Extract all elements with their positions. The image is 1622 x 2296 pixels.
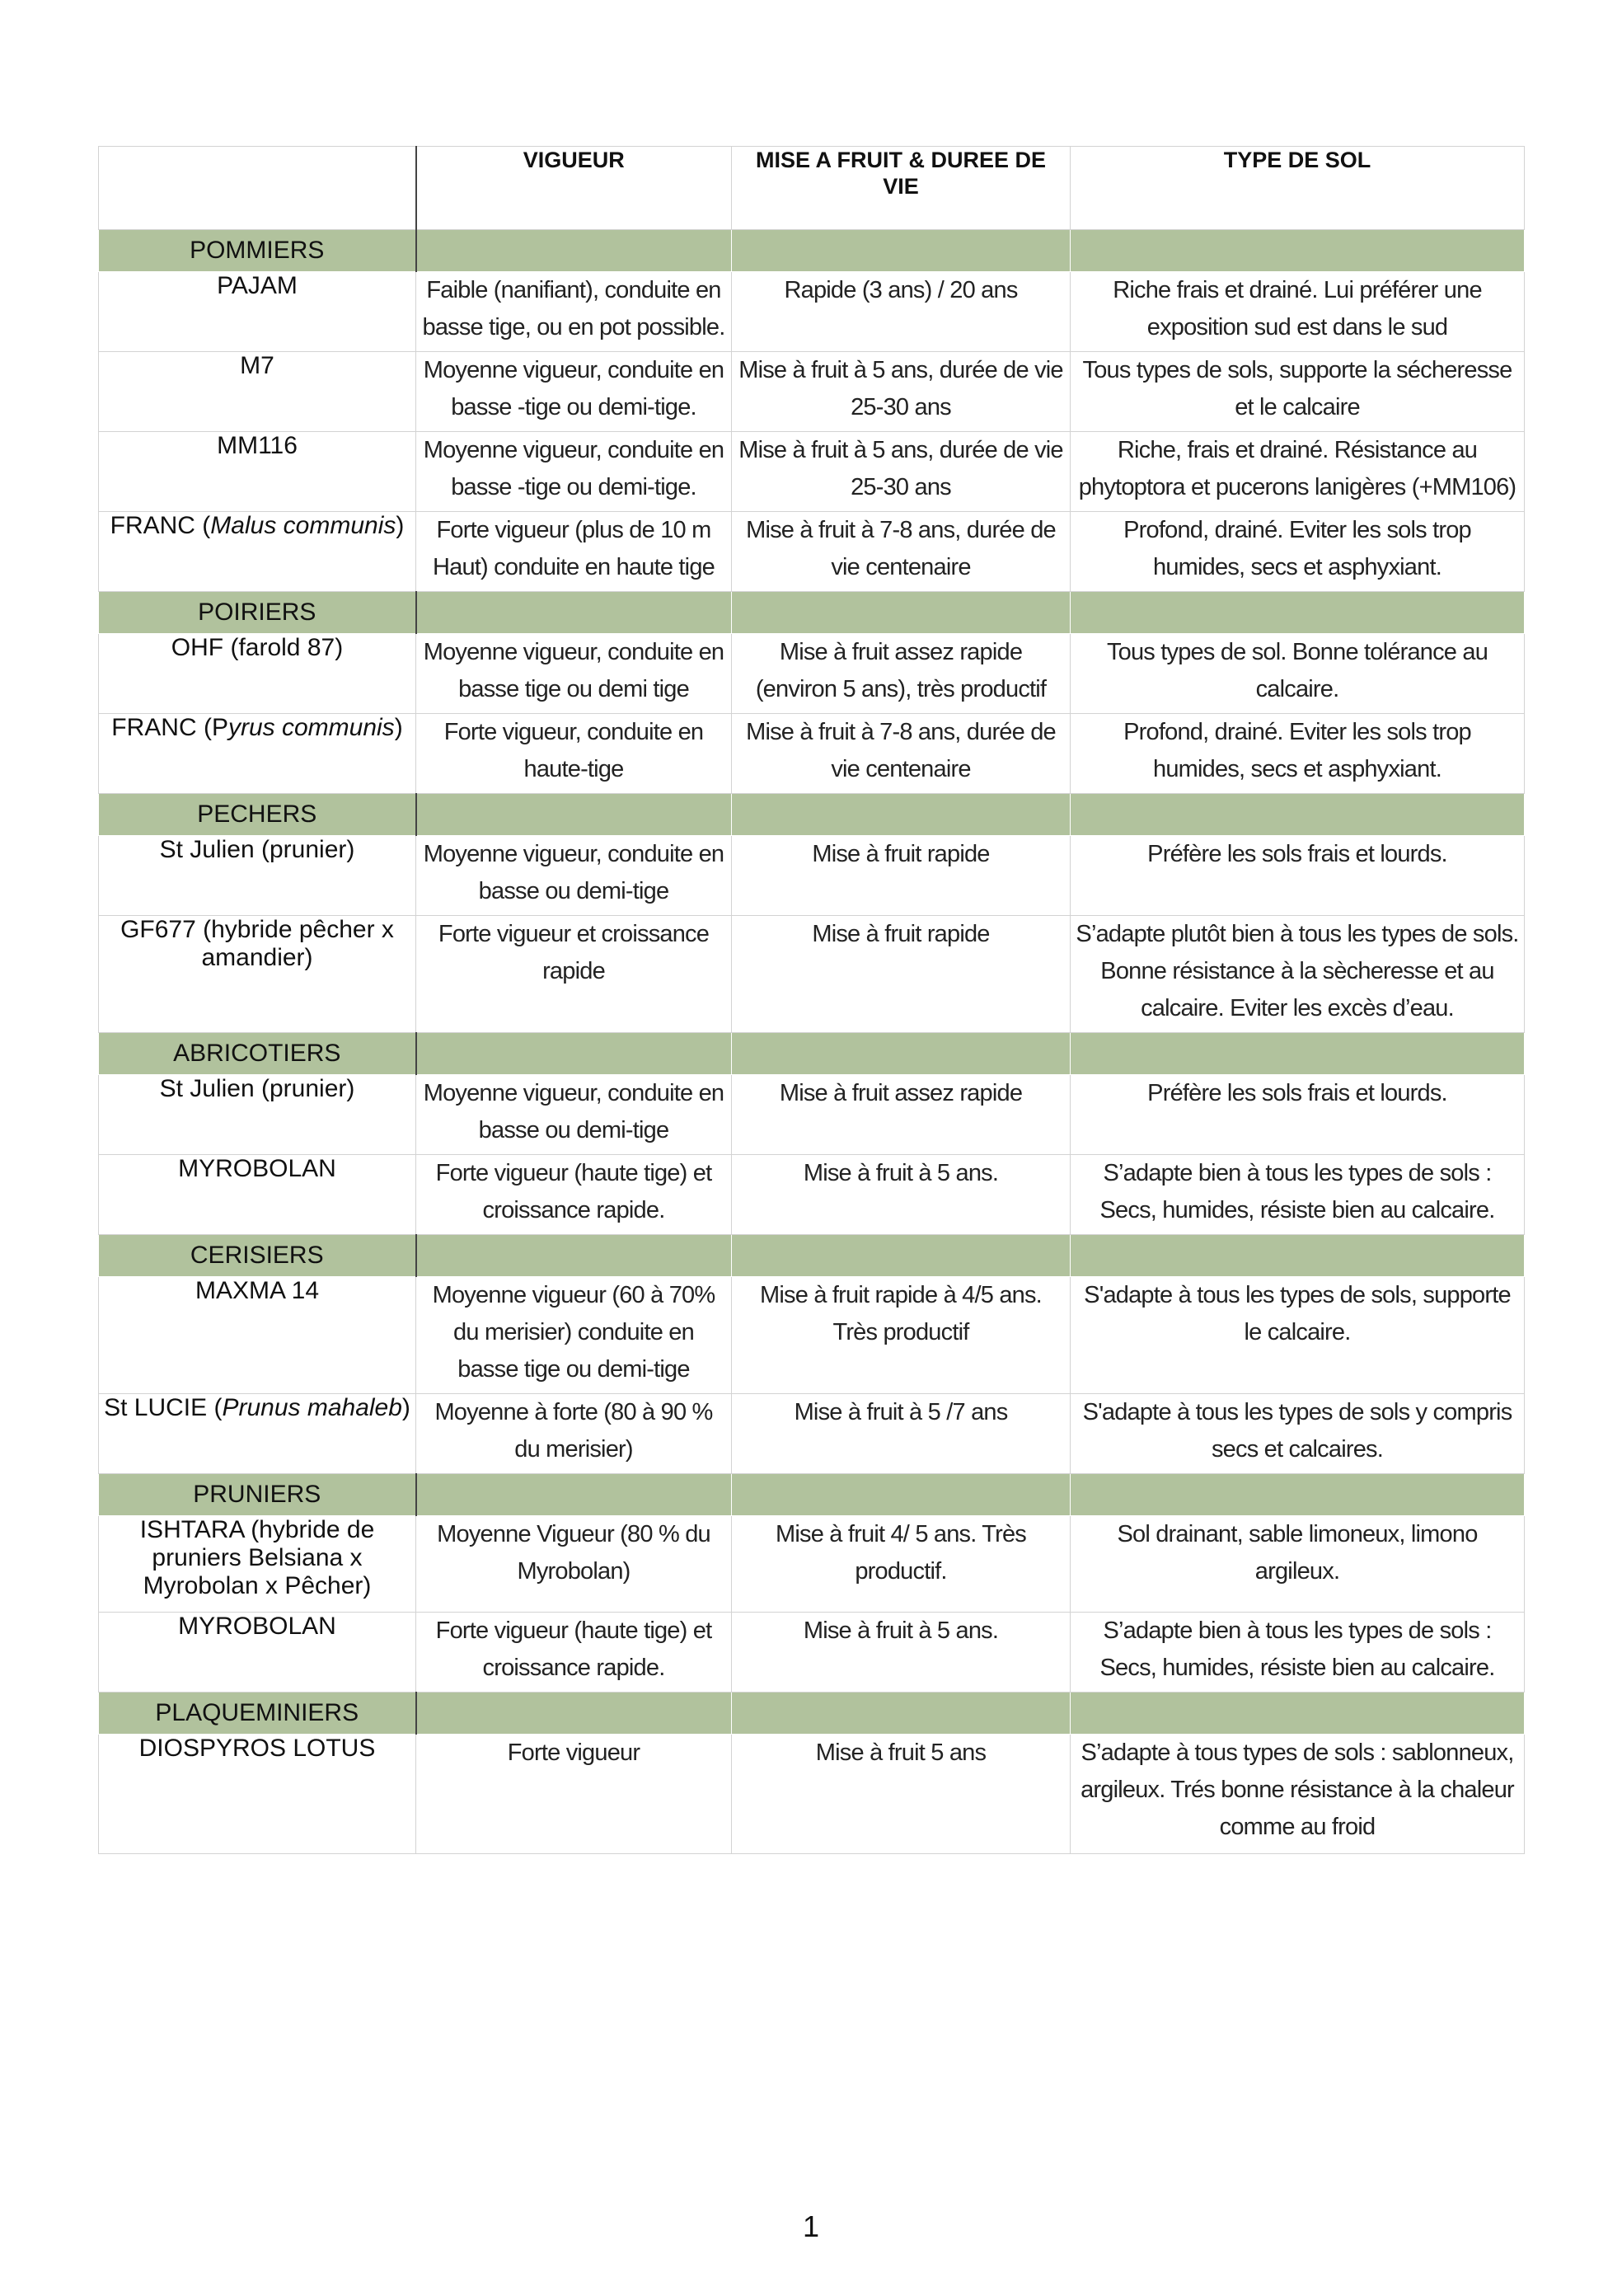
- mise-a-fruit-cell: Mise à fruit rapide: [732, 836, 1071, 916]
- vigueur-cell: Moyenne vigueur, conduite en basse tige ou demi tige: [416, 634, 732, 714]
- category-filler-cell: [732, 1033, 1071, 1075]
- vigueur-cell: Forte vigueur (haute tige) et croissance rapide.: [416, 1613, 732, 1693]
- category-row: [99, 1033, 1525, 1075]
- table-body: [99, 230, 1525, 1854]
- vigueur-cell: Faible (nanifiant), conduite en basse tige, ou en pot possible.: [416, 272, 732, 352]
- category-filler-cell: [732, 1474, 1071, 1516]
- mise-a-fruit-cell: Mise à fruit à 5 ans.: [732, 1613, 1071, 1693]
- mise-a-fruit-cell: Mise à fruit à 5 /7 ans: [732, 1394, 1071, 1474]
- rootstock-name-prefix: FRANC (P: [111, 714, 228, 741]
- header-mise-a-fruit: MISE A FRUIT & DUREE DE VIE: [732, 147, 1071, 230]
- table-row: [99, 714, 1525, 794]
- mise-a-fruit-cell: Mise à fruit à 5 ans.: [732, 1155, 1071, 1235]
- category-filler-cell: [416, 230, 732, 272]
- category-filler-cell: [1071, 1693, 1525, 1735]
- type-de-sol-cell: Profond, drainé. Eviter les sols trop humides, secs et asphyxiant.: [1071, 714, 1525, 794]
- table-row: [99, 512, 1525, 592]
- category-filler-cell: [732, 230, 1071, 272]
- category-label: PLAQUEMINIERS: [99, 1693, 416, 1735]
- mise-a-fruit-cell: Mise à fruit 4/ 5 ans. Très productif.: [732, 1516, 1071, 1613]
- category-filler-cell: [416, 1474, 732, 1516]
- vigueur-cell: Forte vigueur (plus de 10 m Haut) conduite en haute tige: [416, 512, 732, 592]
- rootstock-latin-name: Malus communis: [210, 512, 396, 539]
- type-de-sol-cell: Tous types de sol. Bonne tolérance au calcaire.: [1071, 634, 1525, 714]
- header-row: [99, 147, 1525, 230]
- header-rootstock: [99, 147, 416, 230]
- category-filler-cell: [732, 1693, 1071, 1735]
- category-filler-cell: [732, 794, 1071, 836]
- category-label: CERISIERS: [99, 1235, 416, 1277]
- category-row: [99, 794, 1525, 836]
- table-row: [99, 1277, 1525, 1394]
- rootstock-name-prefix: St LUCIE (: [104, 1394, 223, 1421]
- type-de-sol-cell: Sol drainant, sable limoneux, limono argileux.: [1071, 1516, 1525, 1613]
- vigueur-cell: Moyenne à forte (80 à 90 % du merisier): [416, 1394, 732, 1474]
- vigueur-cell: Moyenne vigueur, conduite en basse -tige ou demi-tige.: [416, 352, 732, 432]
- mise-a-fruit-cell: Mise à fruit assez rapide (environ 5 ans), très productif: [732, 634, 1071, 714]
- header-vigueur: VIGUEUR: [416, 147, 732, 230]
- category-filler-cell: [732, 1235, 1071, 1277]
- vigueur-cell: Forte vigueur: [416, 1735, 732, 1854]
- table-row: [99, 836, 1525, 916]
- category-filler-cell: [1071, 1474, 1525, 1516]
- type-de-sol-cell: Riche frais et drainé. Lui préférer une exposition sud est dans le sud: [1071, 272, 1525, 352]
- type-de-sol-cell: S'adapte à tous les types de sols, supporte le calcaire.: [1071, 1277, 1525, 1394]
- rootstock-name: ISHTARA (hybride de pruniers Belsiana x Myrobolan x Pêcher): [99, 1516, 416, 1613]
- rootstock-name: MM116: [99, 432, 416, 512]
- mise-a-fruit-cell: Mise à fruit rapide: [732, 916, 1071, 1033]
- type-de-sol-cell: Préfère les sols frais et lourds.: [1071, 836, 1525, 916]
- type-de-sol-cell: Préfère les sols frais et lourds.: [1071, 1075, 1525, 1155]
- type-de-sol-cell: S’adapte à tous types de sols : sablonneux, argileux. Trés bonne résistance à la chaleur comme au froid: [1071, 1735, 1525, 1854]
- category-filler-cell: [416, 1235, 732, 1277]
- table-row: [99, 1735, 1525, 1854]
- vigueur-cell: Moyenne Vigueur (80 % du Myrobolan): [416, 1516, 732, 1613]
- vigueur-cell: Forte vigueur (haute tige) et croissance rapide.: [416, 1155, 732, 1235]
- category-filler-cell: [1071, 592, 1525, 634]
- rootstock-name-prefix: FRANC (: [110, 512, 211, 539]
- category-row: [99, 1693, 1525, 1735]
- category-filler-cell: [1071, 230, 1525, 272]
- category-filler-cell: [416, 1693, 732, 1735]
- category-filler-cell: [416, 592, 732, 634]
- rootstock-latin-name: Prunus mahaleb: [222, 1394, 402, 1421]
- category-row: [99, 1235, 1525, 1277]
- rootstock-name: [99, 512, 416, 592]
- rootstock-name: St Julien (prunier): [99, 836, 416, 916]
- vigueur-cell: Forte vigueur, conduite en haute-tige: [416, 714, 732, 794]
- type-de-sol-cell: Tous types de sols, supporte la sécheresse et le calcaire: [1071, 352, 1525, 432]
- category-row: [99, 1474, 1525, 1516]
- rootstock-name: MYROBOLAN: [99, 1155, 416, 1235]
- category-label: PRUNIERS: [99, 1474, 416, 1516]
- type-de-sol-cell: S'adapte à tous les types de sols y compris secs et calcaires.: [1071, 1394, 1525, 1474]
- type-de-sol-cell: Riche, frais et drainé. Résistance au phytoptora et pucerons lanigères (+MM106): [1071, 432, 1525, 512]
- type-de-sol-cell: Profond, drainé. Eviter les sols trop humides, secs et asphyxiant.: [1071, 512, 1525, 592]
- table-header: [99, 147, 1525, 230]
- table-row: [99, 634, 1525, 714]
- rootstock-name: [99, 714, 416, 794]
- table-row: [99, 1075, 1525, 1155]
- rootstock-name: MAXMA 14: [99, 1277, 416, 1394]
- category-label: POIRIERS: [99, 592, 416, 634]
- category-filler-cell: [416, 794, 732, 836]
- page-number: 1: [802, 2209, 820, 2243]
- mise-a-fruit-cell: Mise à fruit 5 ans: [732, 1735, 1071, 1854]
- mise-a-fruit-cell: Mise à fruit à 5 ans, durée de vie 25-30 ans: [732, 352, 1071, 432]
- type-de-sol-cell: S’adapte bien à tous les types de sols : Secs, humides, résiste bien au calcaire.: [1071, 1155, 1525, 1235]
- mise-a-fruit-cell: Rapide (3 ans) / 20 ans: [732, 272, 1071, 352]
- rootstock-name-suffix: ): [394, 714, 403, 741]
- category-filler-cell: [732, 592, 1071, 634]
- category-row: [99, 230, 1525, 272]
- table-row: [99, 432, 1525, 512]
- rootstock-name-suffix: ): [401, 1394, 410, 1421]
- table-row: [99, 1613, 1525, 1693]
- category-label: PECHERS: [99, 794, 416, 836]
- rootstock-name: DIOSPYROS LOTUS: [99, 1735, 416, 1854]
- table-row: [99, 916, 1525, 1033]
- category-row: [99, 592, 1525, 634]
- category-filler-cell: [1071, 1235, 1525, 1277]
- rootstock-table: [98, 146, 1525, 1854]
- mise-a-fruit-cell: Mise à fruit assez rapide: [732, 1075, 1071, 1155]
- rootstock-name-suffix: ): [396, 512, 405, 539]
- rootstock-latin-name: yrus communis: [227, 714, 395, 741]
- rootstock-name: [99, 1394, 416, 1474]
- mise-a-fruit-cell: Mise à fruit à 7-8 ans, durée de vie centenaire: [732, 714, 1071, 794]
- table-row: [99, 1394, 1525, 1474]
- table-row: [99, 1155, 1525, 1235]
- category-filler-cell: [1071, 794, 1525, 836]
- rootstock-name: PAJAM: [99, 272, 416, 352]
- category-filler-cell: [416, 1033, 732, 1075]
- type-de-sol-cell: S’adapte plutôt bien à tous les types de sols. Bonne résistance à la sècheresse et au calcaire. Eviter les excès d’eau.: [1071, 916, 1525, 1033]
- rootstock-name: OHF (farold 87): [99, 634, 416, 714]
- mise-a-fruit-cell: Mise à fruit rapide à 4/5 ans. Très productif: [732, 1277, 1071, 1394]
- rootstock-name: St Julien (prunier): [99, 1075, 416, 1155]
- mise-a-fruit-cell: Mise à fruit à 5 ans, durée de vie 25-30 ans: [732, 432, 1071, 512]
- type-de-sol-cell: S’adapte bien à tous les types de sols : Secs, humides, résiste bien au calcaire.: [1071, 1613, 1525, 1693]
- mise-a-fruit-cell: Mise à fruit à 7-8 ans, durée de vie centenaire: [732, 512, 1071, 592]
- header-type-de-sol: TYPE DE SOL: [1071, 147, 1525, 230]
- vigueur-cell: Moyenne vigueur, conduite en basse ou demi-tige: [416, 836, 732, 916]
- table-row: [99, 352, 1525, 432]
- category-label: ABRICOTIERS: [99, 1033, 416, 1075]
- vigueur-cell: Forte vigueur et croissance rapide: [416, 916, 732, 1033]
- vigueur-cell: Moyenne vigueur (60 à 70% du merisier) conduite en basse tige ou demi-tige: [416, 1277, 732, 1394]
- table-row: [99, 1516, 1525, 1613]
- category-filler-cell: [1071, 1033, 1525, 1075]
- table-row: [99, 272, 1525, 352]
- rootstock-name: M7: [99, 352, 416, 432]
- vigueur-cell: Moyenne vigueur, conduite en basse -tige ou demi-tige.: [416, 432, 732, 512]
- rootstock-name: GF677 (hybride pêcher x amandier): [99, 916, 416, 1033]
- vigueur-cell: Moyenne vigueur, conduite en basse ou demi-tige: [416, 1075, 732, 1155]
- rootstock-name: MYROBOLAN: [99, 1613, 416, 1693]
- category-label: POMMIERS: [99, 230, 416, 272]
